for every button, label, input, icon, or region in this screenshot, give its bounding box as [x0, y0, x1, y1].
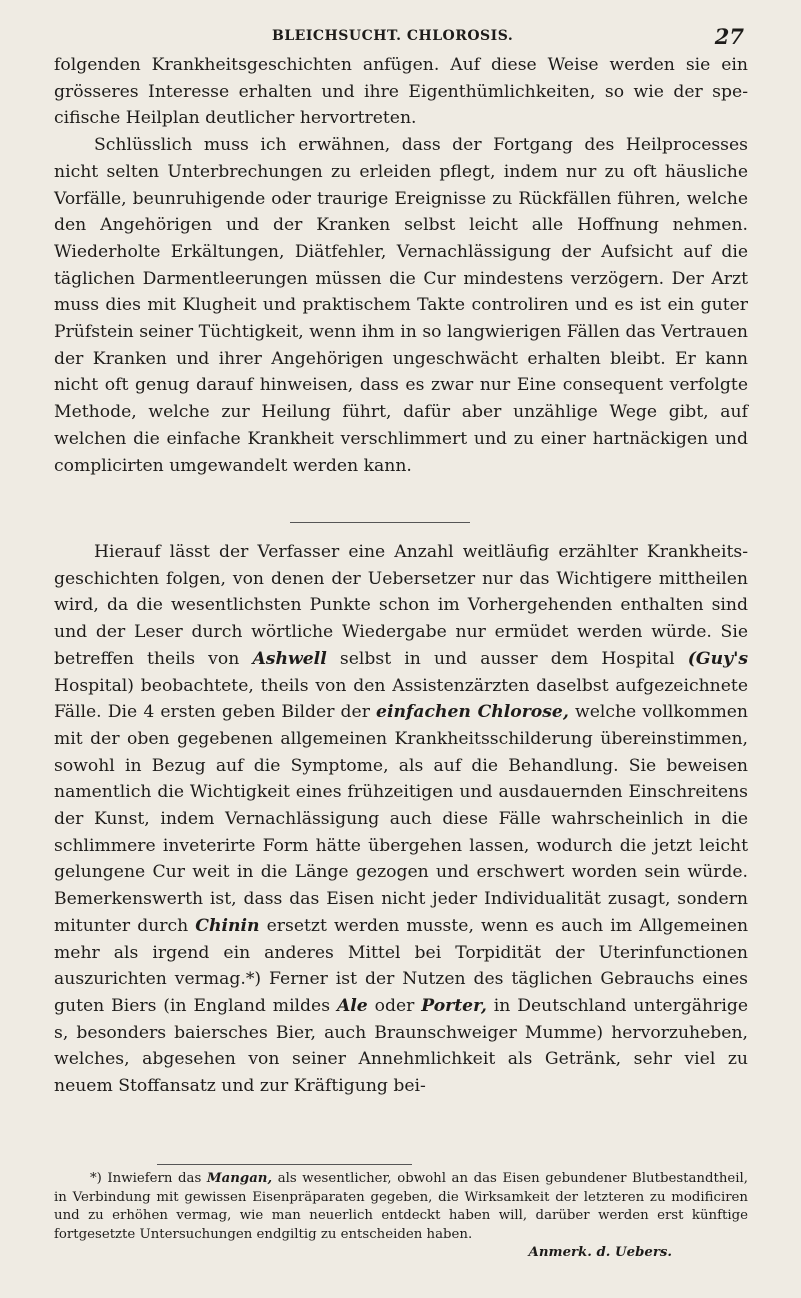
text-run: in Deutschland untergährige s, besonders baiersches Bier, auch Braunschweiger Mumme) hervorzuheben, welches, abgesehen von seiner Annehmlichkeit als Getränk, sehr viel zu neuem Stoffansatz und zur Kräftigung bei-	[54, 995, 748, 1097]
text-run: ersetzt werden musste, wenn es auch im Allgemeinen mehr als irgend ein anderes Mittel bei Torpidität der Uterinfunctionen auszurichten vermag.*) Ferner ist der Nutzen des täglichen Gebrauchs eines guten Biers (in England mildes	[54, 915, 749, 1016]
footnote-rule	[157, 1164, 412, 1165]
page-header	[54, 24, 748, 52]
term-mangan: Mangan,	[206, 1171, 273, 1186]
text-run: oder	[367, 995, 422, 1016]
text-run: als wesentlicher, obwohl an das Eisen gebundener Blutbestandtheil, in Verbindung mit gewissen Eisenpräparaten gegeben, die Wirksamkeit der letzteren zu modificiren und zu erhöhen vermag, wie man neuerlich entdeckt haben will, darüber werden erst künftige fortgesetzte Untersuchungen endgiltig zu entscheiden haben.	[54, 1171, 749, 1242]
footnote-text	[54, 1170, 748, 1244]
running-head: BLEICHSUCHT. CHLOROSIS.	[272, 28, 514, 44]
text-run: welche vollkommen mit der oben gegebenen allgemeinen Krankheitsschilderung übereinstimmen, sowohl in Bezug auf die Symptome, als auf die Behandlung. Sie beweisen namentlich die Wichtigkeit eines frühzeitigen und ausdauernden Einschreitens der Kunst, indem Vernachlässigung auch diese Fälle wahrscheinlich in die schlimmere inveterirte Form hätte übergehen lassen, wodurch die jetzt leicht gelungene Cur weit in die Länge gezogen und erschwert worden sein würde. Bemerkenswerth ist, dass das Eisen nicht jeder Individualität zusagt, sondern mitunter durch	[54, 702, 748, 936]
paragraph-3	[54, 539, 748, 1100]
text-block-1	[54, 52, 748, 479]
section-divider	[290, 522, 470, 523]
text-run: Hospital) beobachtete, theils von den Assistenzärzten daselbst aufgezeichnete Fälle. Die 4 ersten geben Bilder der	[54, 675, 748, 723]
page-number: 27	[714, 24, 744, 49]
term-porter: Porter,	[421, 995, 487, 1016]
text-run: Hierauf lässt der Verfasser eine Anzahl weitläufig erzählter Krankheitsgeschichten folgen, von denen der Uebersetzer nur das Wichtigere mittheilen wird, da die wesentlichsten Punkte schon im Vorhergehenden enthalten sind und der Leser durch wörtliche Wiedergabe nur ermüdet werden würde. Sie betreffen theils von	[54, 542, 748, 669]
text-run: *) Inwiefern das	[90, 1171, 207, 1186]
text-run: selbst in und ausser dem Hospital	[326, 648, 688, 669]
book-page	[54, 0, 748, 1298]
footnote-signature: Anmerk. d. Uebers.	[528, 1245, 672, 1261]
term-einfachen-chlorose: einfachen Chlorose,	[376, 702, 569, 723]
name-guys: (Guy's	[687, 648, 749, 669]
paragraph-2: Schlüsslich muss ich erwähnen, dass der Fortgang des Heilprocesses nicht selten Unterbrechungen zu erleiden pflegt, indem nur zu oft häusliche Vorfälle, beunruhigende oder traurige Ereignisse zu Rückfällen führen, welche den Angehörigen und der Kranken selbst leicht alle Hoffnung nehmen. Wiederholte Erkältungen, Diätfehler, Vernachlässigung der Aufsicht auf die täglichen Darmentleerungen müssen die Cur mindestens verzögern. Der Arzt muss dies mit Klugheit und praktischem Takte controliren und es ist ein guter Prüfstein seiner Tüchtigkeit, wenn ihm in so langwierigen Fällen das Vertrauen der Kranken und ihrer Angehörigen ungeschwächt erhalten bleibt. Er kann nicht oft genug darauf hinweisen, dass es zwar nur Eine consequent verfolgte Methode, welche zur Heilung führt, dafür aber unzählige Wege gibt, auf welchen die einfache Krankheit verschlimmert und zu einer hartnäckigen und complicirten umgewandelt werden kann.	[54, 135, 748, 476]
term-chinin: Chinin	[195, 915, 260, 936]
text-block-2	[54, 539, 748, 1100]
footnote	[54, 1170, 748, 1263]
name-ashwell: Ashwell	[252, 648, 327, 669]
paragraph-1: folgenden Krankheitsgeschichten anfügen. Auf diese Weise werden sie ein grösseres Interesse erhalten und ihre Eigenthümlichkeiten, so wie der specifische Heilplan deutlicher hervortreten.	[54, 55, 748, 129]
term-ale: Ale	[336, 995, 368, 1016]
